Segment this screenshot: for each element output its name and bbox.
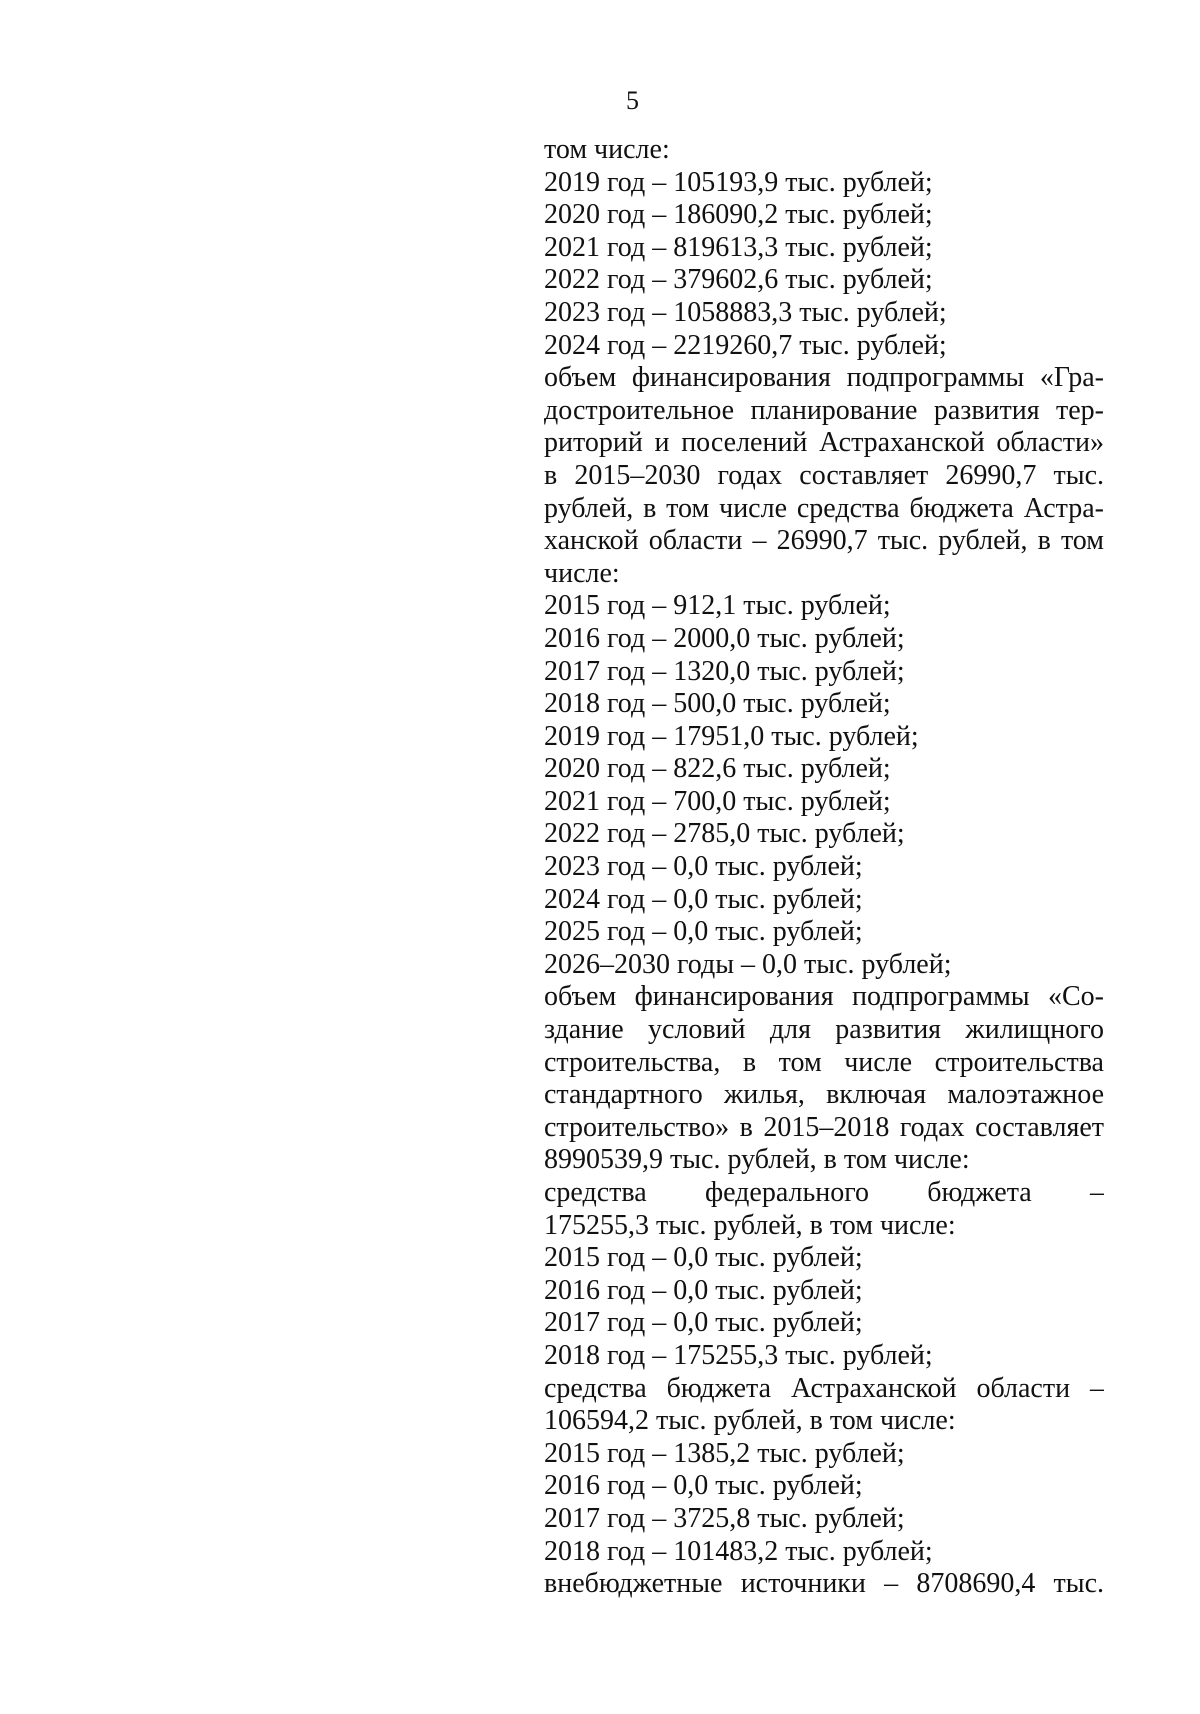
text-line: 2015 год – 1385,2 тыс. рублей; <box>544 1437 905 1469</box>
text-line: в 2015–2030 годах составляет 26990,7 тыс. <box>544 459 1104 491</box>
text-line: 8990539,9 тыс. рублей, в том числе: <box>544 1144 970 1176</box>
text-line: объем финансирования подпрограммы «Гра- <box>544 362 1104 394</box>
text-line: 2016 год – 2000,0 тыс. рублей; <box>544 622 905 654</box>
text-line: 2021 год – 819613,3 тыс. рублей; <box>544 231 933 263</box>
text-line: 2025 год – 0,0 тыс. рублей; <box>544 916 863 948</box>
text-line: 2017 год – 1320,0 тыс. рублей; <box>544 655 905 687</box>
text-line: 2020 год – 822,6 тыс. рублей; <box>544 753 891 785</box>
text-line: 2022 год – 379602,6 тыс. рублей; <box>544 264 933 296</box>
page-number: 5 <box>626 86 639 115</box>
text-line: достроительное планирование развития тер- <box>544 394 1104 426</box>
text-line: 2017 год – 0,0 тыс. рублей; <box>544 1307 863 1339</box>
text-line: 106594,2 тыс. рублей, в том числе: <box>544 1405 956 1437</box>
text-line: 2018 год – 500,0 тыс. рублей; <box>544 688 891 720</box>
text-line: средства федерального бюджета – <box>544 1177 1104 1208</box>
text-line: риторий и поселений Астраханской области» <box>544 427 1104 459</box>
text-line: рублей, в том числе средства бюджета Астра- <box>544 492 1104 524</box>
text-line: внебюджетные источники – 8708690,4 тыс. <box>544 1568 1104 1600</box>
text-line: строительство» в 2015–2018 годах составляет <box>544 1111 1104 1143</box>
text-line: 2023 год – 1058883,3 тыс. рублей; <box>544 296 947 328</box>
text-line: здание условий для развития жилищного <box>544 1014 1104 1046</box>
text-line: 2020 год – 186090,2 тыс. рублей; <box>544 199 933 231</box>
text-line: 2019 год – 105193,9 тыс. рублей; <box>544 166 933 198</box>
text-line: 2022 год – 2785,0 тыс. рублей; <box>544 818 905 850</box>
text-line: 2018 год – 175255,3 тыс. рублей; <box>544 1339 933 1371</box>
text-line: числе: <box>544 557 620 589</box>
text-line: 2015 год – 912,1 тыс. рублей; <box>544 590 891 622</box>
text-line: стандартного жилья, включая малоэтажное <box>544 1079 1104 1111</box>
text-line: 2024 год – 0,0 тыс. рублей; <box>544 883 863 915</box>
text-line: 2026–2030 годы – 0,0 тыс. рублей; <box>544 948 952 980</box>
text-line: том числе: <box>544 134 670 165</box>
text-line: 2016 год – 0,0 тыс. рублей; <box>544 1470 863 1502</box>
text-line: 2023 год – 0,0 тыс. рублей; <box>544 851 863 883</box>
text-line: 2017 год – 3725,8 тыс. рублей; <box>544 1502 905 1534</box>
text-line: 2015 год – 0,0 тыс. рублей; <box>544 1242 863 1274</box>
text-line: средства бюджета Астраханской области – <box>544 1372 1104 1404</box>
document-text-column <box>544 134 1104 1601</box>
text-line: ханской области – 26990,7 тыс. рублей, в том <box>544 525 1104 557</box>
text-line: 175255,3 тыс. рублей, в том числе: <box>544 1209 956 1241</box>
text-line: 2019 год – 17951,0 тыс. рублей; <box>544 720 919 752</box>
text-line: объем финансирования подпрограммы «Со- <box>544 981 1104 1013</box>
text-line: 2024 год – 2219260,7 тыс. рублей; <box>544 329 947 361</box>
text-line: 2016 год – 0,0 тыс. рублей; <box>544 1274 863 1306</box>
text-line: 2018 год – 101483,2 тыс. рублей; <box>544 1535 933 1567</box>
text-line: строительства, в том числе строительства <box>544 1046 1104 1078</box>
text-line: 2021 год – 700,0 тыс. рублей; <box>544 785 891 817</box>
